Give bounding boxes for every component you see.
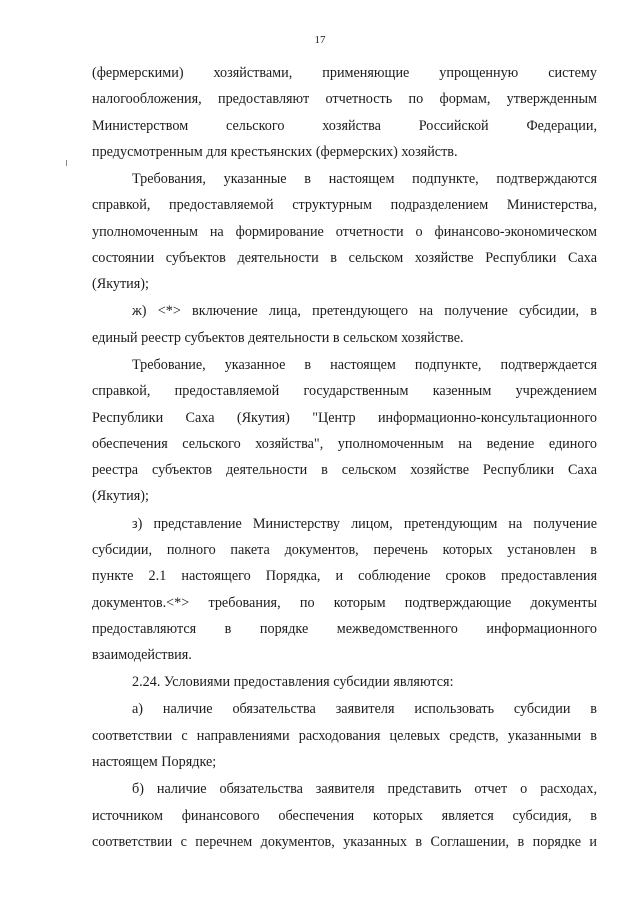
text-line: предусмотренным для крестьянских (фермерских) хозяйств. — [92, 143, 458, 160]
text-line: субсидии, полного пакета документов, перечень которых установлен в — [92, 541, 597, 558]
text-line: а) наличие обязательства заявителя использовать субсидии в — [132, 701, 597, 718]
margin-mark — [66, 160, 67, 166]
document-body — [92, 60, 597, 856]
paragraph — [92, 298, 597, 351]
text-line: (фермерскими) хозяйствами, применяющие упрощенную систему — [92, 65, 597, 81]
text-line: источником финансового обеспечения которых является субсидия, в — [92, 807, 597, 824]
text-line: 2.24. Условиями предоставления субсидии являются: — [132, 674, 454, 691]
text-line: Министерством сельского хозяйства Российской Федерации, — [92, 117, 597, 134]
text-line: Требование, указанное в настоящем подпункте, подтверждается — [132, 356, 597, 373]
text-line: справкой, предоставляемой структурным подразделением Министерства, — [92, 197, 597, 214]
text-line: уполномоченным на формирование отчетности о финансово-экономическом — [92, 223, 597, 240]
text-line: соответствии с перечнем документов, указанных в Соглашении, в порядке и — [92, 833, 597, 850]
paragraph — [92, 352, 597, 510]
text-line: Требования, указанные в настоящем подпункте, подтверждаются — [132, 171, 597, 188]
text-line: справкой, предоставляемой государственным казенным учреждением — [92, 383, 597, 400]
page-number: 17 — [314, 34, 326, 46]
text-line: документов.<*> требования, по которым подтверждающие документы — [92, 594, 597, 611]
text-line: пункте 2.1 настоящего Порядка, и соблюдение сроков предоставления — [92, 568, 597, 585]
paragraph — [92, 669, 597, 695]
text-line: реестра субъектов деятельности в сельском хозяйстве Республики Саха — [92, 462, 597, 479]
text-line: взаимодействия. — [92, 647, 192, 664]
text-line: предоставляются в порядке межведомственного информационного — [92, 620, 597, 637]
text-line: состоянии субъектов деятельности в сельском хозяйстве Республики Саха — [92, 249, 597, 266]
paragraph — [92, 776, 597, 855]
text-line: ж) <*> включение лица, претендующего на получение субсидии, в — [132, 303, 597, 320]
text-line: (Якутия); — [92, 276, 149, 293]
paragraph — [92, 60, 597, 165]
text-line: единый реестр субъектов деятельности в сельском хозяйстве. — [92, 329, 464, 346]
paragraph — [92, 511, 597, 669]
text-line: обеспечения сельского хозяйства", уполномоченным на ведение единого — [92, 435, 597, 452]
text-line: налогообложения, предоставляют отчетность по формам, утвержденным — [92, 91, 597, 108]
text-line: Республики Саха (Якутия) "Центр информационно-консультационного — [92, 409, 597, 426]
text-line: настоящем Порядке; — [92, 754, 217, 771]
paragraph — [92, 166, 597, 297]
text-line: соответствии с направлениями расходования целевых средств, указанными в — [92, 727, 597, 744]
text-line: (Якутия); — [92, 488, 149, 505]
text-line: з) представление Министерству лицом, претендующим на получение — [132, 515, 597, 532]
text-line: б) наличие обязательства заявителя представить отчет о расходах, — [132, 781, 597, 798]
paragraph — [92, 696, 597, 775]
